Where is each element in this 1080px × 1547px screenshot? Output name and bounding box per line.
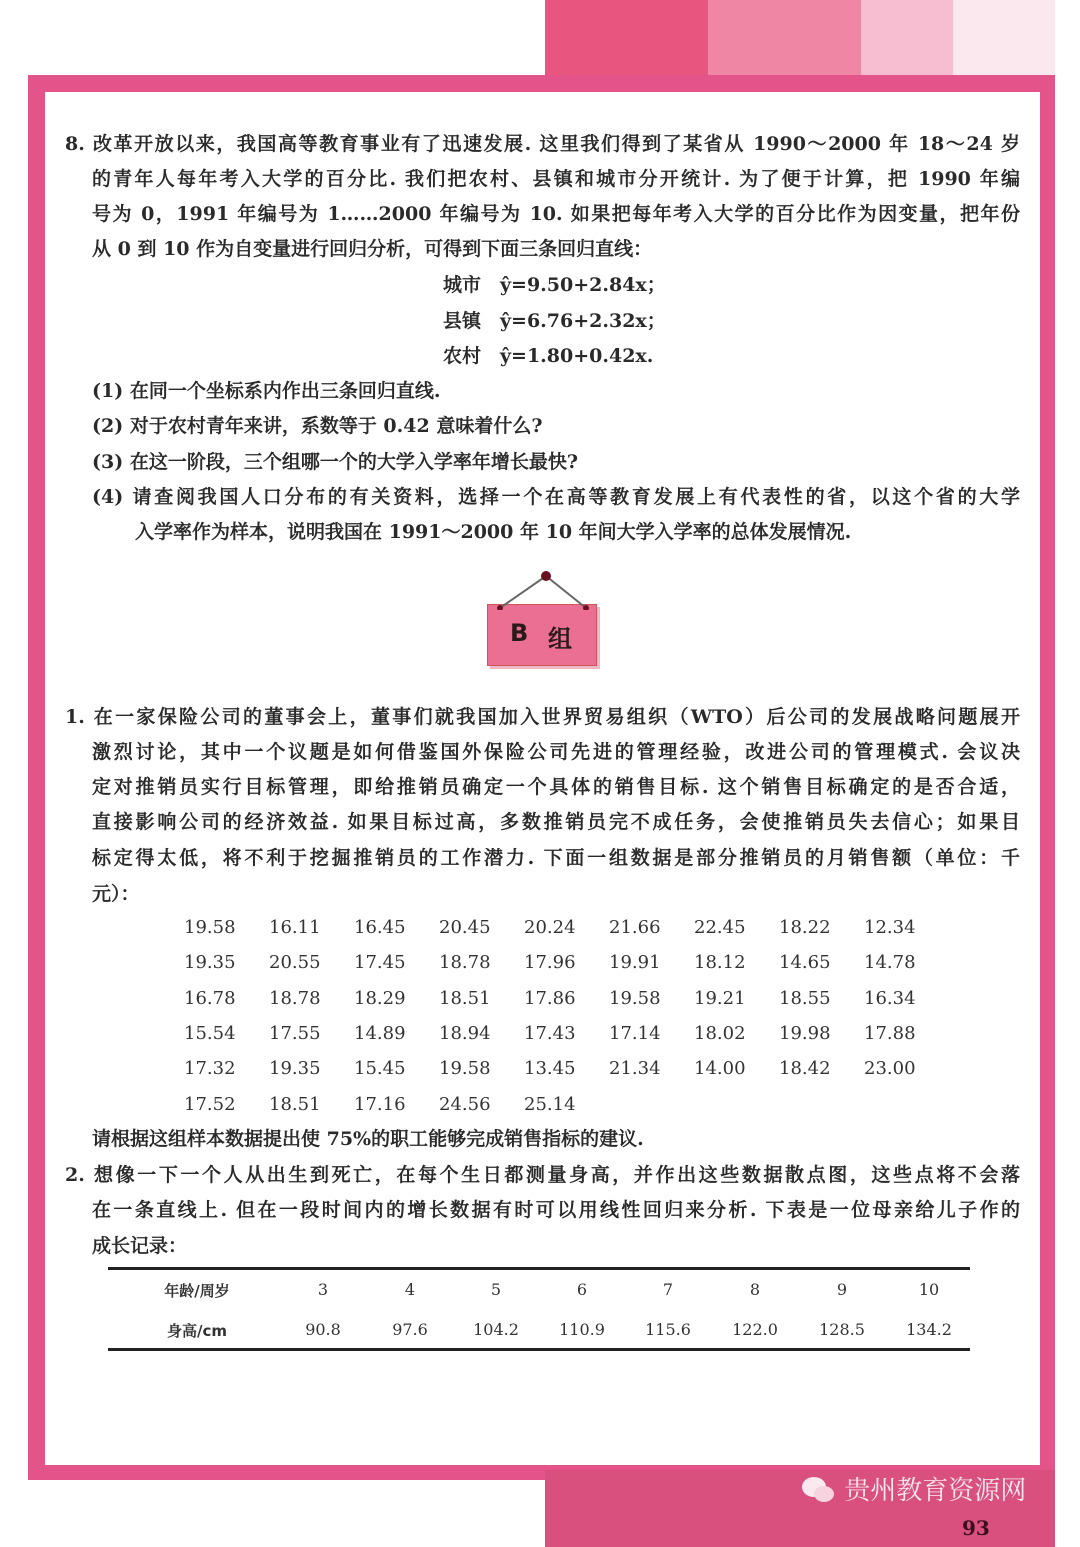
sales-value: 18.78 — [439, 952, 491, 974]
regression-formula: 农村 ŷ=1.80+0.42x. — [443, 345, 654, 367]
sales-value: 17.14 — [609, 1022, 661, 1044]
sales-value: 18.78 — [269, 987, 321, 1009]
paragraph-line: 1. 在一家保险公司的董事会上，董事们就我国加入世界贸易组织（WTO）后公司的发展战略问题展开 — [65, 706, 1020, 728]
table-cell-height: 90.8 — [305, 1320, 341, 1339]
sales-value: 18.51 — [269, 1093, 321, 1115]
paragraph-line: 激烈讨论，其中一个议题是如何借鉴国外保险公司先进的管理经验，改进公司的管理模式. 会议决 — [92, 741, 1020, 763]
sub-question: (1) 在同一个坐标系内作出三条回归直线. — [92, 380, 441, 402]
sign-letter: B — [510, 619, 529, 647]
sales-value: 17.43 — [524, 1022, 576, 1044]
paragraph-line: 号为 0，1991 年编号为 1……2000 年编号为 10. 如果把每年考入大学的百分比作为因变量，把年份 — [92, 203, 1020, 225]
sales-value: 16.11 — [269, 917, 321, 938]
sales-value: 12.34 — [864, 917, 916, 938]
sales-value: 18.12 — [694, 952, 746, 974]
table-cell-height: 128.5 — [819, 1320, 865, 1339]
table-cell-height: 134.2 — [906, 1320, 952, 1339]
sales-value: 13.45 — [524, 1058, 576, 1080]
sign-string-icon — [488, 570, 596, 610]
sales-value: 14.78 — [864, 952, 916, 974]
sales-value: 14.89 — [354, 1022, 406, 1044]
sales-value: 21.34 — [609, 1058, 661, 1080]
sales-value: 24.56 — [439, 1093, 491, 1115]
watermark-text: 贵州教育资源网 — [844, 1476, 1027, 1506]
paragraph-line: 2. 想像一下一个人从出生到死亡，在每个生日都测量身高，并作出这些数据散点图，这些点将不会落 — [65, 1164, 1020, 1186]
sales-value: 18.29 — [354, 987, 406, 1009]
sales-value: 22.45 — [694, 917, 746, 938]
paragraph-line: 8. 改革开放以来，我国高等教育事业有了迅速发展. 这里我们得到了某省从 1990～2000 年 18～24 岁 — [65, 133, 1020, 155]
table-cell-age: 10 — [918, 1280, 940, 1299]
sales-value: 15.45 — [354, 1058, 406, 1080]
sales-value: 23.00 — [864, 1058, 916, 1080]
sales-value: 18.42 — [779, 1058, 831, 1080]
sales-value: 20.45 — [439, 917, 491, 938]
regression-formula: 县镇 ŷ=6.76+2.32x； — [443, 310, 666, 332]
sales-value: 19.58 — [184, 917, 236, 938]
sales-value: 16.34 — [864, 987, 916, 1009]
table-cell-age: 3 — [317, 1280, 329, 1299]
sales-value: 18.94 — [439, 1022, 491, 1044]
sales-value: 19.91 — [609, 952, 661, 974]
paragraph-line: 的青年人每年考入大学的百分比. 我们把农村、县镇和城市分开统计. 为了便于计算，把 1990 年编 — [92, 168, 1020, 190]
table-cell-age: 5 — [490, 1280, 502, 1299]
sales-value: 17.88 — [864, 1022, 916, 1044]
sales-value: 14.00 — [694, 1058, 746, 1080]
paragraph-line: 在一条直线上. 但在一段时间内的增长数据有时可以用线性回归来分析. 下表是一位母亲给儿子作的 — [92, 1199, 1020, 1221]
paragraph-line: 元）： — [92, 883, 140, 905]
table-cell-height: 104.2 — [473, 1320, 519, 1339]
sales-value: 17.32 — [184, 1058, 236, 1080]
page-number: 93 — [962, 1516, 990, 1540]
question-prompt: 请根据这组样本数据提出使 75%的职工能够完成销售指标的建议. — [92, 1128, 644, 1150]
sales-value: 19.58 — [439, 1058, 491, 1080]
table-cell-height: 115.6 — [645, 1320, 691, 1339]
sales-value: 17.52 — [184, 1093, 236, 1115]
sales-value: 17.55 — [269, 1022, 321, 1044]
sales-value: 20.24 — [524, 917, 576, 938]
table-header-age: 年龄/周岁 — [164, 1282, 230, 1300]
table-cell-age: 6 — [576, 1280, 588, 1299]
paragraph-line: 标定得太低，将不利于挖掘推销员的工作潜力. 下面一组数据是部分推销员的月销售额（单位：千 — [92, 847, 1020, 869]
sales-value: 16.78 — [184, 987, 236, 1009]
paragraph-line: 定对推销员实行目标管理，即给推销员确定一个具体的销售目标. 这个销售目标确定的是否合适， — [92, 776, 1020, 798]
watermark — [800, 1474, 1026, 1508]
sales-value: 21.66 — [609, 917, 661, 938]
table-cell-height: 110.9 — [559, 1320, 605, 1339]
sales-value: 19.58 — [609, 987, 661, 1009]
regression-formula: 城市 ŷ=9.50+2.84x； — [443, 274, 666, 296]
sales-value: 20.55 — [269, 952, 321, 974]
sales-value: 16.45 — [354, 917, 406, 938]
paragraph-line: 成长记录： — [92, 1235, 188, 1257]
sign-label: 组 — [548, 625, 572, 653]
table-cell-age: 7 — [662, 1280, 674, 1299]
sales-value: 17.96 — [524, 952, 576, 974]
table-bottom-rule — [108, 1348, 970, 1351]
paragraph-line: 直接影响公司的经济效益. 如果目标过高，多数推销员完不成任务，会使推销员失去信心；如果目 — [92, 811, 1020, 833]
sales-value: 17.45 — [354, 952, 406, 974]
sales-value: 18.02 — [694, 1022, 746, 1044]
sales-value: 19.35 — [269, 1058, 321, 1080]
table-cell-age: 4 — [404, 1280, 416, 1299]
sales-value: 18.22 — [779, 917, 831, 938]
sub-question: 入学率作为样本，说明我国在 1991～2000 年 10 年间大学入学率的总体发展情况. — [135, 521, 852, 543]
sales-value: 25.14 — [524, 1093, 576, 1115]
sales-value: 19.98 — [779, 1022, 831, 1044]
sales-value: 17.86 — [524, 987, 576, 1009]
sales-value: 19.21 — [694, 987, 746, 1009]
wechat-icon — [800, 1475, 836, 1505]
sales-value: 15.54 — [184, 1022, 236, 1044]
table-top-rule — [108, 1267, 970, 1270]
table-cell-age: 9 — [836, 1280, 848, 1299]
table-cell-height: 97.6 — [392, 1320, 428, 1339]
sub-question: (4) 请查阅我国人口分布的有关资料，选择一个在高等教育发展上有代表性的省，以这个省的大学 — [92, 486, 1020, 508]
table-cell-height: 122.0 — [732, 1320, 778, 1339]
sales-value: 18.51 — [439, 987, 491, 1009]
table-cell-age: 8 — [749, 1280, 761, 1299]
sub-question: (3) 在这一阶段，三个组哪一个的大学入学率年增长最快? — [92, 451, 578, 473]
sales-value: 19.35 — [184, 952, 236, 974]
group-b-sign — [487, 604, 597, 666]
table-header-height: 身高/cm — [166, 1322, 227, 1340]
sales-value: 17.16 — [354, 1093, 406, 1115]
sales-value: 18.55 — [779, 987, 831, 1009]
sub-question: (2) 对于农村青年来讲，系数等于 0.42 意味着什么? — [92, 415, 543, 437]
page-edge-tab — [545, 0, 1055, 80]
sales-value: 14.65 — [779, 952, 831, 974]
paragraph-line: 从 0 到 10 作为自变量进行回归分析，可得到下面三条回归直线： — [92, 238, 653, 260]
